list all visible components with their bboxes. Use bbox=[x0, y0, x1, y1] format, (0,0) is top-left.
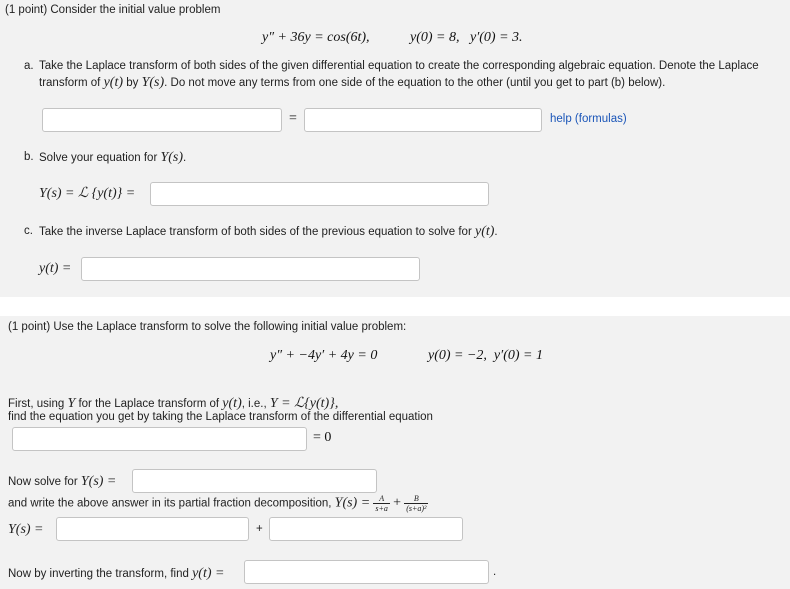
equals-zero: = 0 bbox=[313, 430, 332, 445]
trailing-period: . bbox=[493, 566, 497, 578]
partial-fraction-first-input[interactable] bbox=[56, 517, 249, 541]
fraction-plus: + bbox=[393, 495, 401, 511]
part-a-left-input[interactable] bbox=[42, 108, 282, 132]
partial-text: and write the above answer in its partial fraction decomposition, bbox=[8, 497, 332, 510]
first-instruction bbox=[8, 395, 338, 412]
problem-2-panel bbox=[0, 316, 790, 589]
fraction-b-denominator: (s+a)² bbox=[406, 504, 427, 513]
problem-2-header: (1 point) Use the Laplace transform to solve the following initial value problem: bbox=[8, 321, 407, 333]
partial-fraction-instruction bbox=[8, 494, 428, 513]
transform-equation-input[interactable] bbox=[12, 427, 307, 451]
invert-instruction bbox=[8, 566, 224, 582]
problem-1-initial-conditions: y(0) = 8, y′(0) = 3. bbox=[410, 30, 523, 45]
part-b-expression: Y(s) = ℒ {y(t)} = bbox=[39, 186, 136, 201]
part-b-label: b. bbox=[24, 151, 34, 163]
fraction-a-numerator: A bbox=[373, 494, 390, 504]
part-b-Ys: Y(s) bbox=[160, 150, 184, 165]
part-a-line-1: Take the Laplace transform of both sides of the given differential equation to create the corresponding algebraic equation. Denote the Laplace bbox=[39, 60, 759, 72]
part-c-expression: y(t) = bbox=[39, 261, 72, 276]
fraction-a-denominator: s+a bbox=[375, 504, 388, 513]
part-a-yt: y(t) bbox=[103, 75, 123, 90]
part-b-instruction bbox=[39, 150, 186, 166]
solve-instruction bbox=[8, 474, 116, 490]
part-b-Ys-input[interactable] bbox=[150, 182, 489, 206]
partial-fraction-second-input[interactable] bbox=[269, 517, 463, 541]
part-b-text: Solve your equation for bbox=[39, 152, 158, 164]
part-a-text-end: . Do not move any terms from one side of the equation to the other (until you get to part (b) below). bbox=[164, 77, 666, 89]
part-b-period: . bbox=[183, 152, 187, 164]
part-c-text: Take the inverse Laplace transform of both sides of the previous equation to solve for bbox=[39, 226, 472, 238]
partial-fraction-plus: + bbox=[256, 523, 263, 535]
part-c-yt: y(t) bbox=[474, 224, 495, 239]
part-c-label: c. bbox=[24, 225, 33, 237]
first-ie: , i.e., bbox=[241, 398, 267, 410]
part-c-period: . bbox=[494, 226, 498, 238]
part-a-equals-sign: = bbox=[289, 111, 297, 126]
first-equation: Y = ℒ{y(t)}, bbox=[269, 396, 339, 411]
part-c-yt-input[interactable] bbox=[81, 257, 420, 281]
part-a-text: transform of bbox=[39, 77, 101, 89]
problem-1-ode: y″ + 36y = cos(6t), bbox=[262, 30, 370, 45]
ys-label: Y(s) = bbox=[8, 522, 44, 537]
part-a-label: a. bbox=[24, 60, 34, 72]
problem-2-ode: y″ + −4y′ + 4y = 0 bbox=[270, 348, 378, 363]
fraction-a bbox=[373, 494, 390, 513]
fraction-b bbox=[404, 494, 428, 513]
part-a-right-input[interactable] bbox=[304, 108, 542, 132]
invert-text: Now by inverting the transform, find bbox=[8, 568, 189, 580]
first-text: First, using bbox=[8, 398, 65, 410]
partial-Ys: Y(s) = bbox=[334, 495, 371, 511]
first-mid-text: for the Laplace transform of bbox=[78, 398, 220, 410]
solve-text: Now solve for bbox=[8, 476, 78, 488]
help-formulas-link[interactable]: help (formulas) bbox=[550, 113, 627, 125]
find-equation-text: find the equation you get by taking the Laplace transform of the differential equation bbox=[8, 411, 433, 423]
first-Y: Y bbox=[67, 396, 76, 411]
Ys-solve-input[interactable] bbox=[132, 469, 377, 493]
part-a-line-2 bbox=[39, 75, 665, 91]
invert-yt: y(t) = bbox=[192, 566, 225, 581]
part-c-instruction bbox=[39, 224, 498, 240]
solve-Ys: Y(s) = bbox=[80, 474, 117, 489]
part-a-by: by bbox=[126, 77, 139, 89]
problem-2-initial-conditions: y(0) = −2, y′(0) = 1 bbox=[428, 348, 543, 363]
problem-1-header: (1 point) Consider the initial value problem bbox=[5, 4, 221, 16]
fraction-b-numerator: B bbox=[404, 494, 428, 504]
part-a-Ys: Y(s) bbox=[141, 75, 165, 90]
yt-final-input[interactable] bbox=[244, 560, 489, 584]
first-yt: y(t) bbox=[222, 396, 242, 411]
